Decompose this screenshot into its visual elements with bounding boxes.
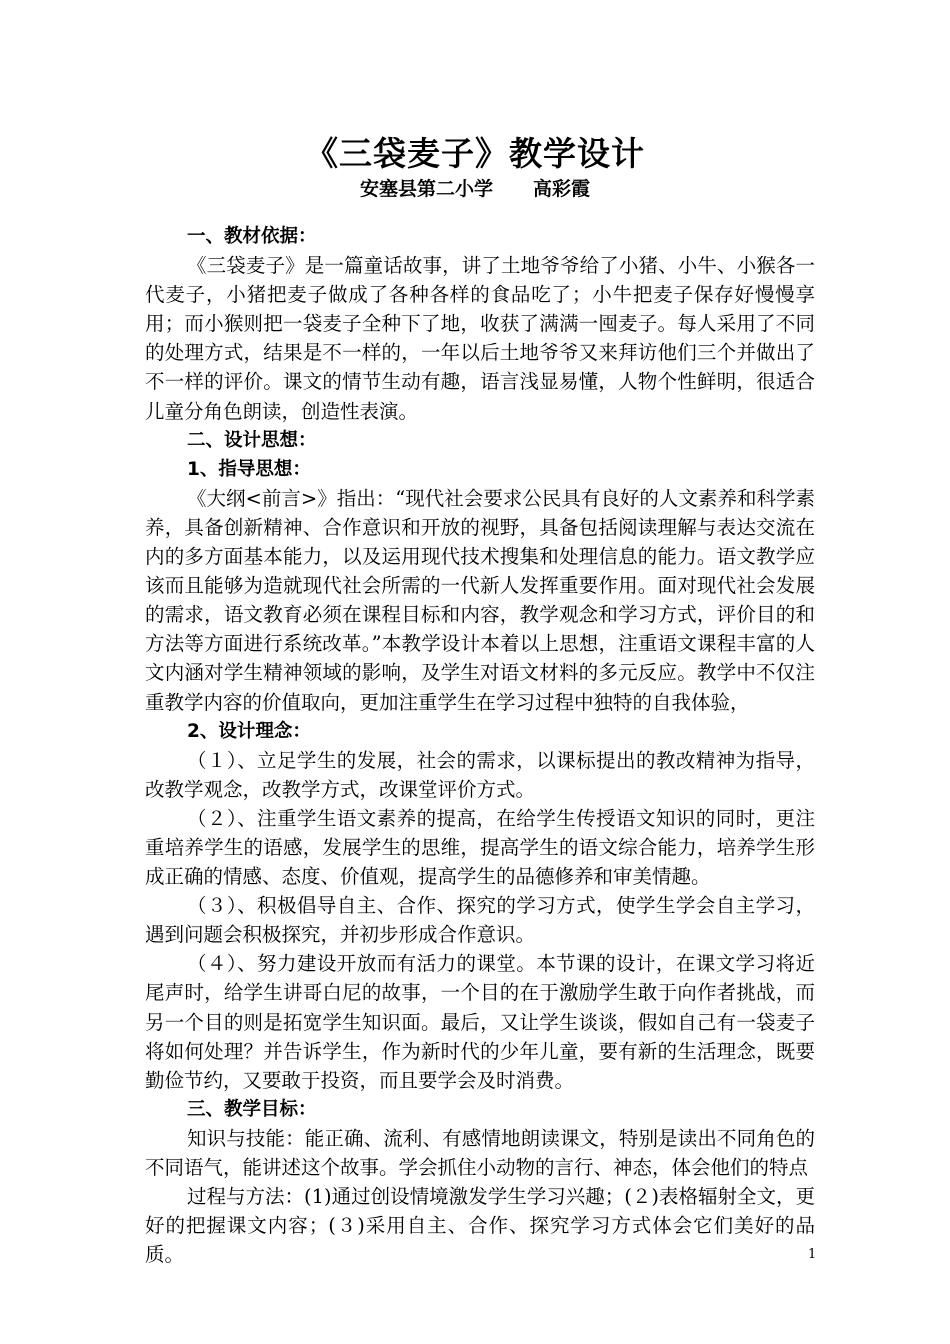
- subsection-heading: 1、指导思想：: [187, 458, 311, 480]
- paragraph: （４）、努力建设开放而有活力的课堂。本节课的设计，在课文学习将近尾声时，给学生讲哥白尼的故事，一个目的在于激励学生敢于向作者挑战，而另一个目的则是拓宽学生知识面。最后，又让学生谈谈，假如自己有一袋麦子将如何处理？并告诉学生，作为新时代的少年儿童，要有新的生活理念，既要勤俭节约，又要敢于投资，而且要学会及时消费。: [145, 952, 815, 1092]
- paragraph: （２）、注重学生语文素养的提高，在给学生传授语文知识的同时，更注重培养学生的语感，发展学生的思维，提高学生的语文综合能力，培养学生形成正确的情感、态度、价值观，提高学生的品德修养和审美情趣。: [145, 806, 815, 889]
- document-body: [145, 222, 815, 1269]
- paragraph: （１）、立足学生的发展，社会的需求，以课标提出的教改精神为指导，改教学观念，改教学方式，改课堂评价方式。: [145, 748, 815, 801]
- page-number: 1: [808, 1247, 817, 1262]
- author-line: [0, 174, 950, 201]
- subsection-heading: 2、设计理念：: [187, 720, 311, 742]
- section-heading: 三、教学目标：: [187, 1098, 317, 1120]
- section-heading: 一、教材依据：: [187, 226, 317, 247]
- paragraph: 《三袋麦子》是一篇童话故事，讲了土地爷爷给了小猪、小牛、小猴各一代麦子，小猪把麦子做成了各种各样的食品吃了；小牛把麦子保存好慢慢享用；而小猴则把一袋麦子全种下了地，收获了满满一囤麦子。每人采用了不同的处理方式，结果是不一样的，一年以后土地爷爷又来拜访他们三个并做出了不一样的评价。课文的情节生动有趣，语言浅显易懂，人物个性鲜明，很适合儿童分角色朗读，创造性表演。: [145, 254, 815, 423]
- author-school: 安塞县第二小学: [359, 178, 493, 200]
- paragraph: 过程与方法：(1)通过创设情境激发学生学习兴趣；(２)表格辐射全文，更好的把握课文内容；(３)采用自主、合作、探究学习方式体会它们美好的品质。: [145, 1185, 815, 1267]
- paragraph: 《大纲<前言>》指出：“现代社会要求公民具有良好的人文素养和科学素养，具备创新精神、合作意识和开放的视野，具备包括阅读理解与表达交流在内的多方面基本能力，以及运用现代技术搜集和处理信息的能力。语文教学应该而且能够为造就现代社会所需的一代新人发挥重要作用。面对现代社会发展的需求，语文教育必须在课程目标和内容，教学观念和学习方式，评价目的和方法等方面进行系统改革。”本教学设计本着以上思想，注重语文课程丰富的人文内涵对学生精神领域的影响，及学生对语文材料的多元反应。教学中不仅注重教学内容的价值取向，更加注重学生在学习过程中独特的自我体验，: [145, 486, 815, 714]
- section-heading: 二、设计思想：: [187, 429, 317, 451]
- paragraph: 知识与技能：能正确、流利、有感情地朗读课文，特别是读出不同角色的不同语气，能讲述这个故事。学会抓住小动物的言行、神态，体会他们的特点: [145, 1126, 815, 1179]
- author-name: 高彩霞: [533, 178, 591, 200]
- paragraph: （３）、积极倡导自主、合作、探究的学习方式，使学生学会自主学习，遇到问题会积极探究，并初步形成合作意识。: [145, 894, 815, 947]
- document-title: 《三袋麦子》教学设计: [305, 134, 645, 173]
